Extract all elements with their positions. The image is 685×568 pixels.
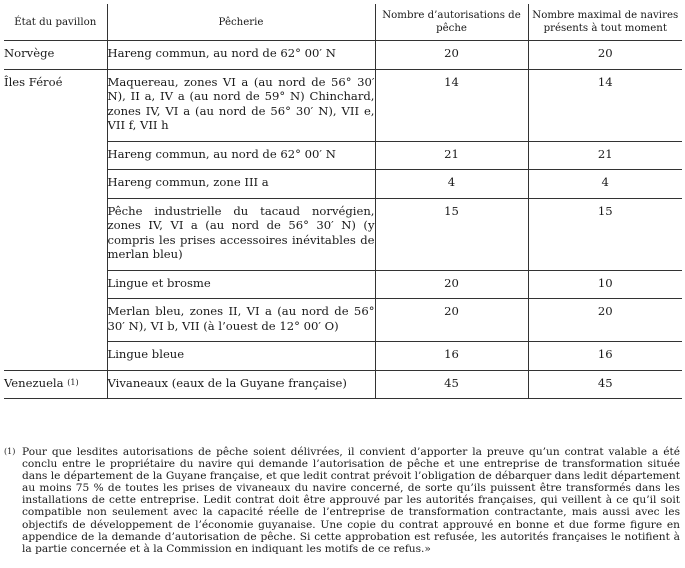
max-vessels-cell: 16 (528, 342, 682, 371)
max-vessels-cell: 10 (528, 270, 682, 299)
state-cell: Îles Féroé (4, 74, 63, 89)
max-vessels-cell: 20 (528, 41, 682, 70)
header-state: État du pavillon (4, 4, 107, 41)
table-row (4, 41, 682, 70)
authorizations-cell: 20 (375, 270, 528, 299)
authorizations-cell: 20 (375, 299, 528, 342)
table-row (4, 370, 682, 399)
authorizations-cell: 21 (375, 141, 528, 170)
fishery-cell: Hareng commun, au nord de 62° 00′ N (107, 41, 375, 70)
state-cell: Norvège (4, 41, 107, 70)
footnote-mark: (1) (4, 447, 16, 456)
authorizations-cell: 15 (375, 198, 528, 270)
fishery-cell: Lingue et brosme (107, 270, 375, 299)
fishery-cell: Vivaneaux (eaux de la Guyane française) (107, 370, 375, 399)
authorizations-cell: 14 (375, 69, 528, 141)
footnote-reference: (1) (67, 377, 79, 387)
fishery-cell: Lingue bleue (107, 342, 375, 371)
header-fishery: Pêcherie (107, 4, 375, 41)
max-vessels-cell: 14 (528, 69, 682, 141)
fishery-cell: Maquereau, zones VI a (au nord de 56° 30′ N), II a, IV a (au nord de 59° N) Chinchard, zones IV, VI a (au nord de 56° 30′ N), VII e, VII f, VII h (107, 69, 375, 141)
authorizations-cell: 16 (375, 342, 528, 371)
state-name: Venezuela (4, 375, 64, 390)
footnote (4, 446, 680, 555)
authorizations-cell: 20 (375, 41, 528, 70)
max-vessels-cell: 4 (528, 170, 682, 199)
max-vessels-cell: 20 (528, 299, 682, 342)
fishery-cell: Pêche industrielle du tacaud norvégien, zones IV, VI a (au nord de 56° 30′ N) (y compris les prises accessoires inévitables de merlan bleu) (107, 198, 375, 270)
header-max-vessels: Nombre maximal de navires présents à tout moment (528, 4, 682, 41)
header-authorizations: Nombre d’autorisations de pêche (375, 4, 528, 41)
fishery-cell: Merlan bleu, zones II, VI a (au nord de 56° 30′ N), VI b, VII (à l’ouest de 12° 00′ O) (107, 299, 375, 342)
table-header-row (4, 4, 682, 41)
authorizations-cell: 4 (375, 170, 528, 199)
fishery-cell: Hareng commun, zone III a (107, 170, 375, 199)
max-vessels-cell: 45 (528, 370, 682, 399)
authorizations-cell: 45 (375, 370, 528, 399)
max-vessels-cell: 15 (528, 198, 682, 270)
max-vessels-cell: 21 (528, 141, 682, 170)
table-row (4, 69, 682, 141)
footnote-text: Pour que lesdites autorisations de pêche soient délivrées, il convient d’apporter la preuve qu’un contrat valable a été conclu entre le propriétaire du navire qui demande l’autorisation de pêche et une entreprise de transformation située dans le département de la Guyane française, et que ledit contrat prévoit l’obligation de débarquer dans ledit département au moins 75 % de toutes les prises de vivaneaux du navire concerné, de sorte qu’ils puissent être transformés dans les installations de cette entreprise. Ledit contrat doit être approuvé par les autorités françaises, qui veillent à ce qu’il soit compatible non seulement avec la capacité réelle de l’entreprise de transformation contractante, mais aussi avec les objectifs de développement de l’économie guyanaise. Une copie du contrat approuvé en bonne et due forme figure en appendice de la demande d’autorisation de pêche. Si cette approbation est refusée, les autorités françaises le notifient à la partie concernée et à la Commission en indiquant les motifs de ce refus.» (22, 446, 680, 555)
fishing-authorizations-table (4, 4, 682, 399)
fishery-cell: Hareng commun, au nord de 62° 00′ N (107, 141, 375, 170)
state-cell (4, 370, 107, 399)
